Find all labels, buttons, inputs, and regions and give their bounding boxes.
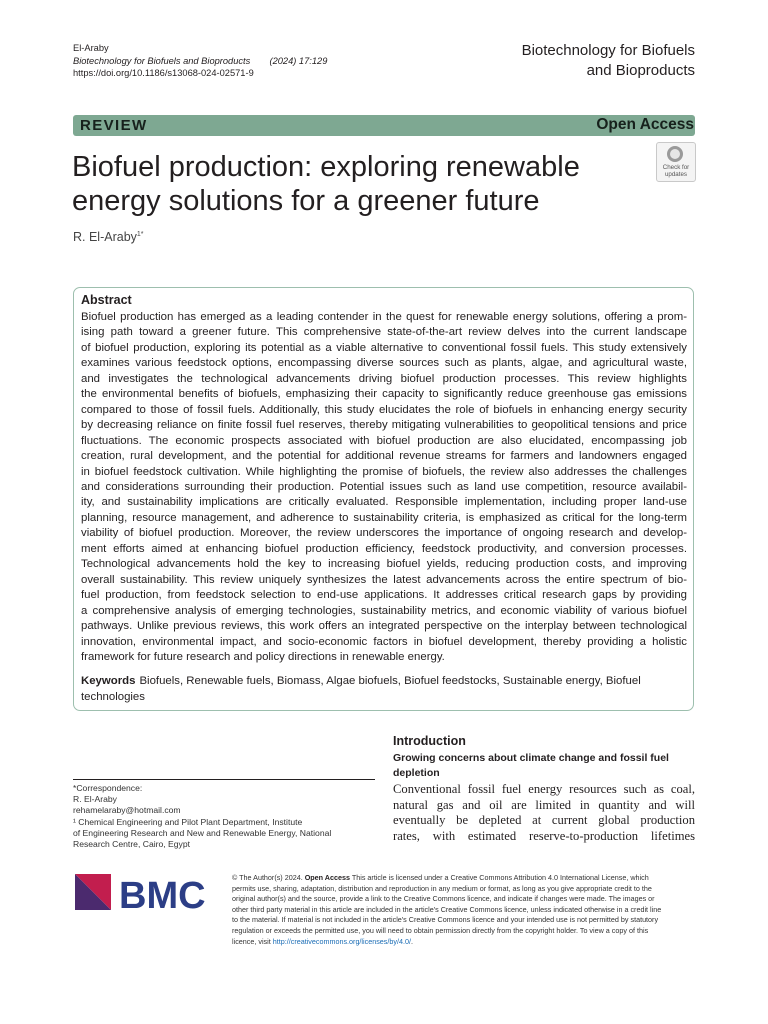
abstract-line: creation, rural development, and the potential for additional revenue streams for farmers and landowners engaged — [81, 450, 687, 463]
license-line: other third party material in this article are included in the article's Creative Commons licence, unless indicated otherwise in a credit line — [232, 904, 662, 914]
abstract-heading: Abstract — [81, 293, 132, 307]
abstract-line: Technological advancements hold the key to increasing biofuel yields, reducing production costs, and improving — [81, 558, 687, 571]
journal-name: Biotechnology for Biofuels and Bioproducts — [521, 42, 695, 79]
license-line: regulation or exceeds the permitted use, you will need to obtain permission directly from the copyright holder. To view a copy of this — [232, 925, 649, 935]
footnote-divider — [73, 779, 375, 780]
abstract-text — [81, 310, 687, 665]
introduction-text — [393, 782, 695, 845]
author-short: El-Araby — [73, 43, 109, 53]
license-open-access: Open Access — [304, 873, 350, 882]
introduction-line: natural gas and oil are limited in quantity and will — [393, 797, 695, 812]
check-updates-icon — [667, 146, 683, 162]
keywords-list: Biofuels, Renewable fuels, Biomass, Algae biofuels, Biofuel feedstocks, Sustainable energy, Biofuel — [139, 675, 641, 687]
abstract-line: in biofuel feedstock cultivation. While highlighting the promise of biofuels, the review also addresses the challenges — [81, 465, 687, 478]
abstract-line: and investigates the technological advancements driving biofuel production processes. This review highlights — [81, 372, 687, 385]
abstract-line: and considerations surrounding their production. Potential issues such as land use competition, resource availabil- — [81, 480, 687, 493]
abstract-line: ity, and sustainability implications are critically evaluated. Responsible implementation, including proper land-use — [81, 496, 687, 509]
author-name[interactable]: R. El-Araby — [73, 230, 137, 244]
article-meta — [73, 42, 327, 80]
check-for-updates-badge[interactable]: Check for updates — [656, 142, 696, 182]
bmc-logo-text: BMC — [119, 875, 206, 914]
abstract-line: ment efforts aimed at enhancing biofuel production efficiency, feedstock productivity, and conversion processes. — [81, 542, 687, 555]
correspondence-line: ¹ Chemical Engineering and Pilot Plant Department, Institute — [73, 816, 303, 827]
abstract-line: fuel production, from feedstock selection to end-use applications. It addresses critical research gaps by providing — [81, 589, 687, 602]
abstract-line: examines various feedstock options, encompassing diverse sources such as plants, algae, and agricultural waste, — [81, 357, 687, 370]
author-affiliation-mark: 1* — [136, 230, 144, 238]
abstract-line: pathways. Unlike previous reviews, this work offers an integrated perspective on the interplay between technological — [81, 620, 687, 633]
abstract-line: overall sustainability. This review uniquely synthesizes the latest advancements across the entire spectrum of bio- — [81, 573, 687, 586]
abstract-line: Biofuel production has emerged as a leading contender in the quest for renewable energy solutions, offering a prom- — [81, 311, 687, 323]
abstract-line: fluctuations. The economic prospects associated with biofuel production are also elucidated, encompassing job — [81, 434, 687, 447]
doi-link[interactable]: https://doi.org/10.1186/s13068-024-02571-9 — [73, 68, 254, 78]
abstract-line: planning, resource management, and adherence to sustainability criteria, is emphasized as critical for the long-term — [81, 511, 687, 524]
keywords-list-cont: technologies — [81, 690, 145, 703]
abstract-line: framework for future research and policy directions in renewable energy. — [81, 650, 445, 663]
volume-page: (2024) 17:129 — [269, 55, 328, 66]
license-line: permits use, sharing, adaptation, distribution and reproduction in any medium or format, as long as you give appropriate credit to the — [232, 883, 652, 893]
abstract-line: a comprehensive analysis of emerging technologies, sustainability metrics, and economic viability of various biofuel — [81, 604, 687, 617]
abstract-line: innovation, environmental impact, and socio-economic factors in biofuel development, thereby providing a holistic — [81, 635, 687, 648]
correspondence-note — [73, 783, 373, 850]
open-access-label: Open Access — [596, 116, 694, 133]
keywords-label: Keywords — [81, 675, 136, 687]
journal-citation: Biotechnology for Biofuels and Bioproducts — [73, 55, 251, 66]
abstract-line: compared to those of fossil fuels. Additionally, this study elucidates the role of biofuels in enhancing energy security — [81, 403, 687, 416]
license-line: to the material. If material is not included in the article's Creative Commons licence and your intended use is not permitted by statutory — [232, 915, 659, 925]
abstract-line: the environmental benefits of biofuels, emphasizing their capacity to significantly reduce greenhouse gas emissions — [81, 388, 687, 401]
keywords — [81, 674, 687, 705]
license-url-link[interactable]: http://creativecommons.org/licenses/by/4.0/ — [272, 936, 411, 946]
bmc-logo — [75, 874, 211, 914]
correspondence-line: *Correspondence: — [73, 783, 143, 793]
correspondence-line: R. El-Araby — [73, 794, 117, 805]
correspondence-line: of Engineering Research and New and Renewable Energy, National — [73, 827, 332, 838]
author-line — [73, 230, 144, 244]
introduction-line: Conventional fossil fuel energy resources such as coal, — [393, 782, 695, 796]
license-line: original author(s) and the source, provide a link to the Creative Commons licence, and indicate if changes were made. The images or — [232, 894, 655, 904]
section-heading-introduction: Introduction — [393, 734, 466, 748]
abstract-line: by decreasing reliance on finite fossil fuel reserves, thereby mitigating vulnerabilities to geopolitical tensions and price — [81, 419, 687, 432]
subsection-heading: Growing concerns about climate change and fossil fuel depletion — [393, 752, 669, 779]
correspondence-line: rehamelaraby@hotmail.com — [73, 805, 181, 816]
article-title: Biofuel production: exploring renewable energy solutions for a greener future — [72, 151, 580, 217]
article-type-label: REVIEW — [80, 117, 148, 134]
introduction-line: rates, with estimated reserve-to-production lifetimes — [393, 829, 695, 844]
license-statement: © The Author(s) 2024. Open Access This article is licensed under a Creative Commons Attribution 4.0 International License, which permits use, sharing, adaptation, distribution and reproduction in any medium or format, as long as you give appropriate credit to the original author(s) and the source, provide a link to the Creative Commons licence, and indicate if changes were made. The images or other third party material in this article are included in the article's Creative Commons licence, unless indicated otherwise in a credit line to the material. If material is not included in the article's Creative Commons licence and your intended use is not permitted by statutory regulation or exceeds the permitted use, you will need to obtain permission directly from the copyright holder. To view a copy of this licence, visit http://creativecommons.org/licenses/by/4.0/. — [232, 873, 694, 947]
abstract-line: of biofuel production, exploring its potential as a viable alternative to conventional fossil fuels. This study extensively — [81, 341, 687, 354]
abstract-line: ising path toward a greener future. This comprehensive state-of-the-art review delves into the current landscape — [81, 326, 687, 339]
introduction-line: eventually be depleted at current global production — [393, 813, 695, 828]
abstract-line: viability of biofuel production. Moreover, the review underscores the importance of ongoing research and develop- — [81, 527, 687, 540]
correspondence-line: Research Centre, Cairo, Egypt — [73, 839, 191, 850]
